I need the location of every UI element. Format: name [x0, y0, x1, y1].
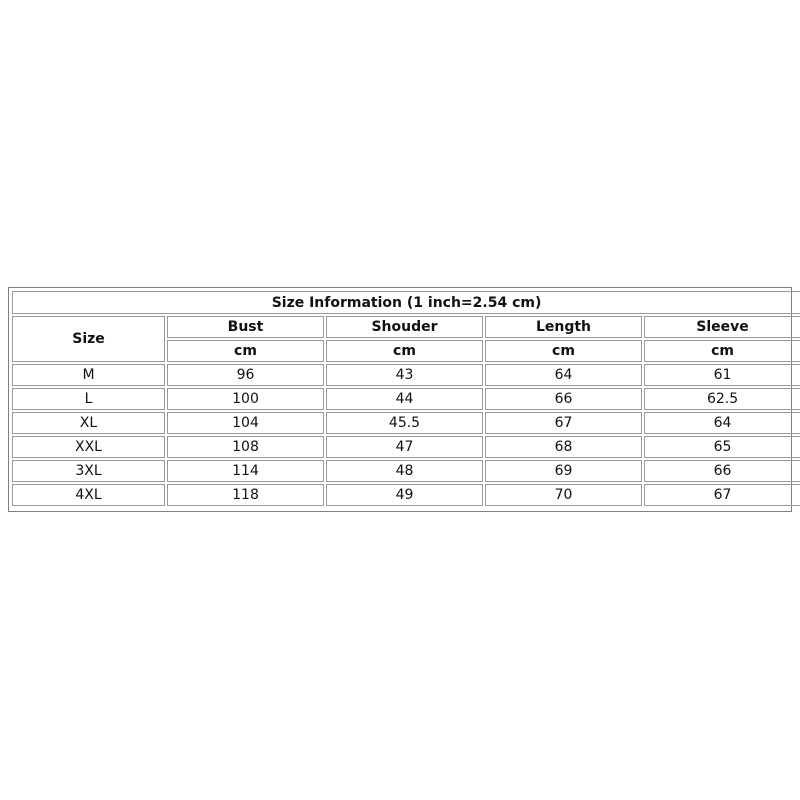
size-cell: L: [12, 388, 165, 410]
unit-length: cm: [485, 340, 642, 362]
table-row: [12, 436, 800, 458]
unit-bust: cm: [167, 340, 324, 362]
sleeve-cell: 64: [644, 412, 800, 434]
column-header-length: Length: [485, 316, 642, 338]
table-row: [12, 484, 800, 506]
bust-cell: 100: [167, 388, 324, 410]
bust-cell: 96: [167, 364, 324, 386]
column-header-row: [12, 316, 800, 338]
table-row: [12, 460, 800, 482]
size-chart: [8, 287, 792, 512]
length-cell: 67: [485, 412, 642, 434]
sleeve-cell: 67: [644, 484, 800, 506]
length-cell: 68: [485, 436, 642, 458]
size-cell: XL: [12, 412, 165, 434]
shoulder-cell: 43: [326, 364, 483, 386]
size-column-header: Size: [12, 316, 165, 362]
shoulder-cell: 45.5: [326, 412, 483, 434]
shoulder-cell: 49: [326, 484, 483, 506]
bust-cell: 108: [167, 436, 324, 458]
sleeve-cell: 66: [644, 460, 800, 482]
sleeve-cell: 62.5: [644, 388, 800, 410]
size-cell: 4XL: [12, 484, 165, 506]
size-cell: M: [12, 364, 165, 386]
size-cell: XXL: [12, 436, 165, 458]
sleeve-cell: 61: [644, 364, 800, 386]
length-cell: 69: [485, 460, 642, 482]
shoulder-cell: 47: [326, 436, 483, 458]
unit-sleeve: cm: [644, 340, 800, 362]
shoulder-cell: 44: [326, 388, 483, 410]
table-title-row: [12, 291, 800, 314]
table-row: [12, 412, 800, 434]
length-cell: 70: [485, 484, 642, 506]
bust-cell: 104: [167, 412, 324, 434]
column-header-shoulder: Shouder: [326, 316, 483, 338]
length-cell: 64: [485, 364, 642, 386]
table-title: Size Information (1 inch=2.54 cm): [12, 291, 800, 314]
table-row: [12, 364, 800, 386]
size-cell: 3XL: [12, 460, 165, 482]
length-cell: 66: [485, 388, 642, 410]
column-header-sleeve: Sleeve: [644, 316, 800, 338]
size-table: [10, 289, 800, 508]
sleeve-cell: 65: [644, 436, 800, 458]
table-row: [12, 388, 800, 410]
bust-cell: 114: [167, 460, 324, 482]
shoulder-cell: 48: [326, 460, 483, 482]
bust-cell: 118: [167, 484, 324, 506]
unit-shoulder: cm: [326, 340, 483, 362]
column-header-bust: Bust: [167, 316, 324, 338]
